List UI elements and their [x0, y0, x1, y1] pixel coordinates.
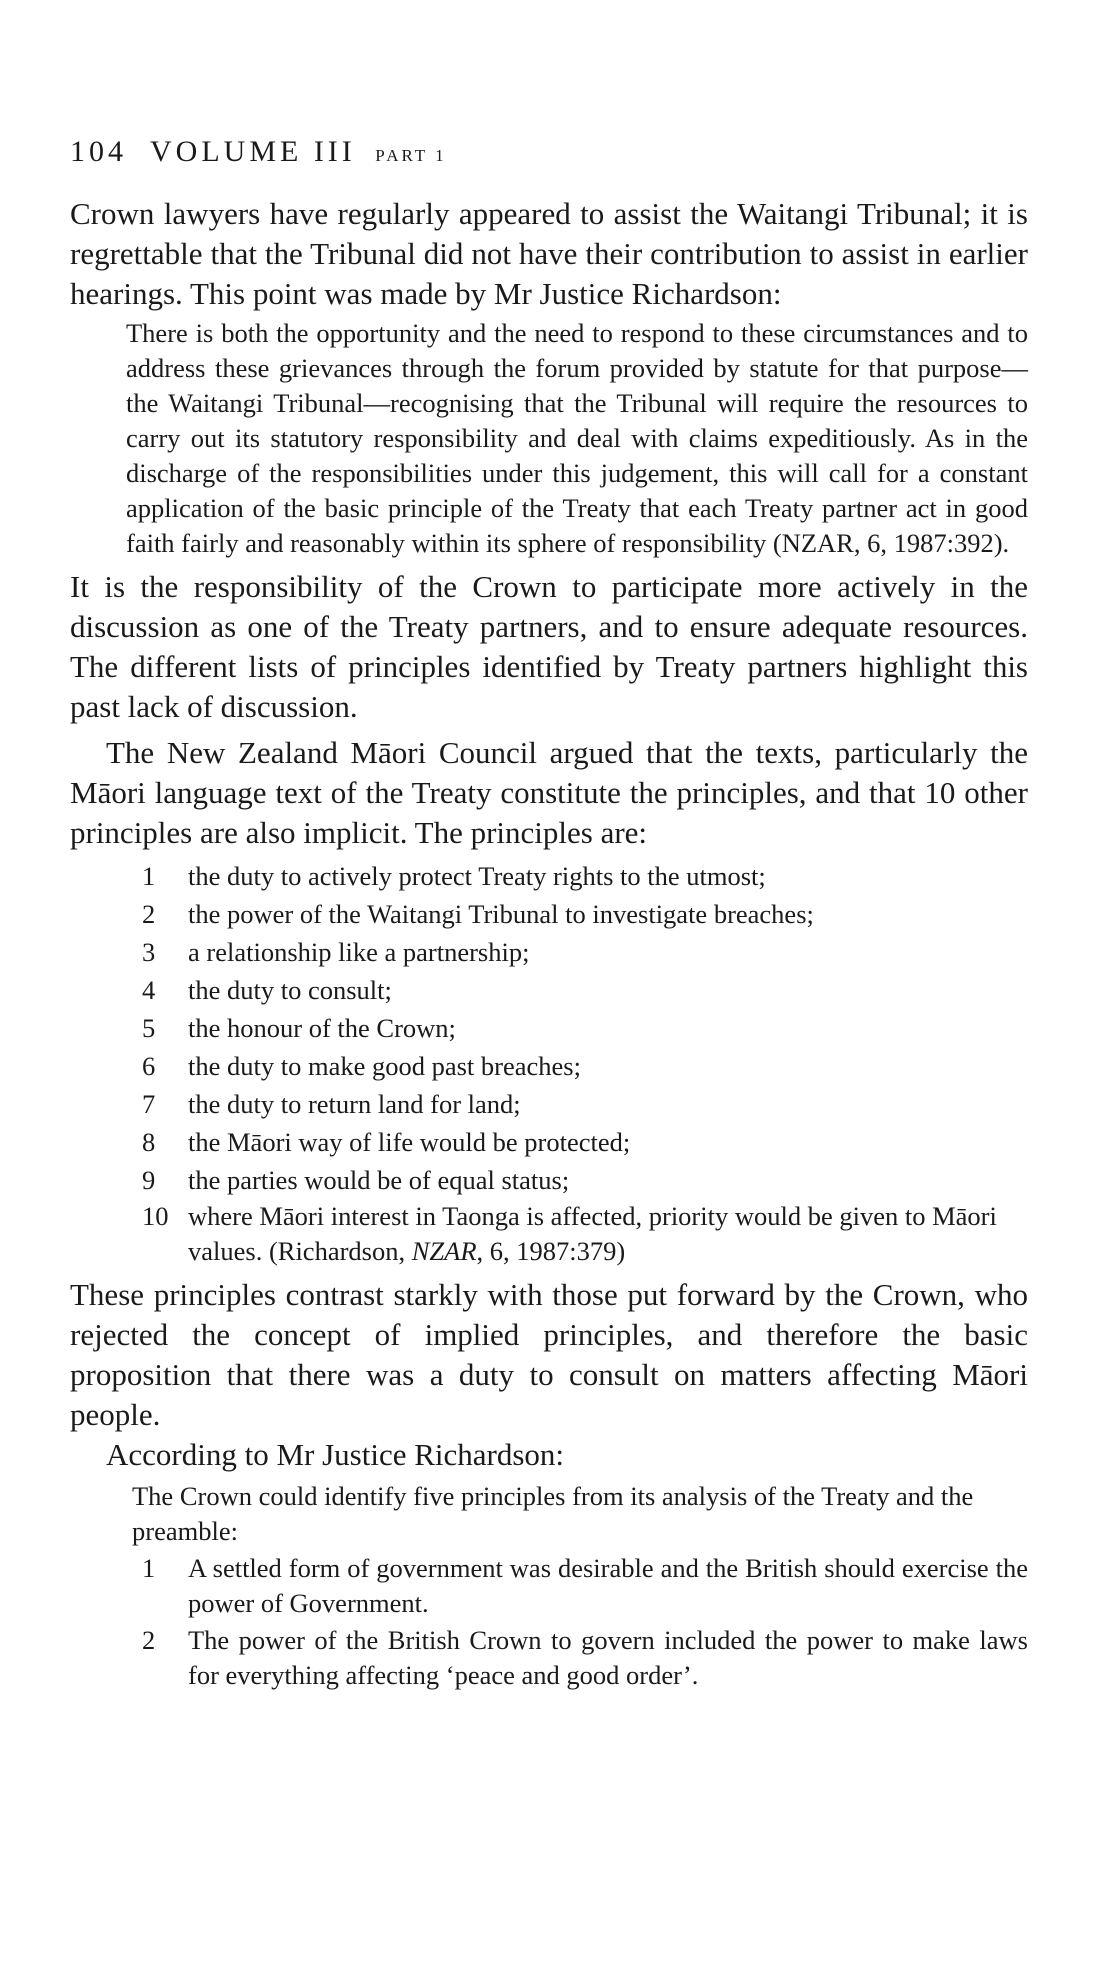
list-item: 3 a relationship like a partnership; — [142, 937, 530, 967]
list-item: 2 the power of the Waitangi Tribunal to investigate breaches; — [142, 899, 814, 929]
principles-list — [70, 857, 1028, 1269]
list-item: 5 the honour of the Crown; — [142, 1013, 456, 1043]
paragraph-4: These principles contrast starkly with those put forward by the Crown, who rejected the concept of implied principles, and therefore the basic proposition that there was a duty to consult on matters affecting Māori people. — [70, 1277, 1028, 1432]
crown-principles-list — [70, 1551, 1028, 1693]
paragraph-2: It is the responsibility of the Crown to participate more actively in the discussion as one of the Treaty partners, and to ensure adequate resources. The different lists of principles identified by Treaty partners highlight this past lack of discussion. — [70, 569, 1028, 724]
paragraph-3: The New Zealand Māori Council argued that the texts, particularly the Māori language text of the Treaty constitute the principles, and that 10 other principles are also implicit. The principles are: — [70, 735, 1028, 850]
list-item: 1 the duty to actively protect Treaty rights to the utmost; — [142, 861, 766, 891]
block-quote-2: The Crown could identify five principles from its analysis of the Treaty and the preamble: — [132, 1481, 974, 1546]
volume-label: VOLUME III — [150, 135, 356, 168]
paragraph-1: Crown lawyers have regularly appeared to assist the Waitangi Tribunal; it is regrettable that the Tribunal did not have their contribution to assist in earlier hearings. This point was made by Mr Justice Richardson: — [70, 196, 1028, 311]
list-item: 4 the duty to consult; — [142, 975, 392, 1005]
list-item: 6 the duty to make good past breaches; — [142, 1051, 581, 1081]
list-item: 9 the parties would be of equal status; — [142, 1165, 570, 1195]
document-page — [70, 132, 1028, 1695]
paragraph-5: According to Mr Justice Richardson: — [106, 1437, 565, 1472]
list-item: 10 where Māori interest in Taonga is affected, priority would be given to Māori values. (Richardson, NZAR, 6, 1987:379) — [142, 1201, 997, 1266]
list-item: 1 A settled form of government was desirable and the British should exercise the power of Government. — [142, 1553, 1028, 1618]
list-item: 8 the Māori way of life would be protected; — [142, 1127, 631, 1157]
list-item: 2 The power of the British Crown to govern included the power to make laws for everything affecting ‘peace and good order’. — [142, 1625, 1028, 1690]
list-item: 7 the duty to return land for land; — [142, 1089, 521, 1119]
running-header — [70, 132, 1028, 176]
page-number: 104 — [70, 135, 127, 168]
block-quote-1: There is both the opportunity and the need to respond to these circumstances and to address these grievances through the forum provided by statute for that purpose—the Waitangi Tribunal—recognising that the Tribunal will require the resources to carry out its statutory responsibility and deal with claims expeditiously. As in the discharge of the responsibilities under this judgement, this will call for a constant application of the basic principle of the Treaty that each Treaty partner act in good faith fairly and reasonably within its sphere of responsibility (NZAR, 6, 1987:392). — [126, 318, 1028, 558]
citation-italic: NZAR — [411, 1236, 477, 1266]
part-label: PART 1 — [375, 146, 447, 165]
